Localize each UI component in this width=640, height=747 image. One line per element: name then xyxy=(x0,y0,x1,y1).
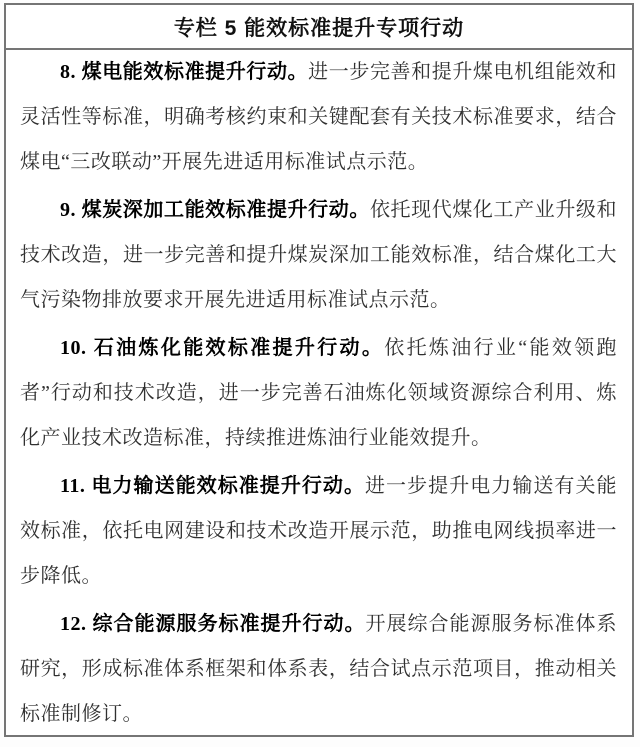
action-item-9 xyxy=(20,188,617,323)
column-box xyxy=(4,3,634,737)
action-item-8 xyxy=(20,50,617,185)
action-item-8-heading: 8. 煤电能效标准提升行动。 xyxy=(60,61,309,83)
action-item-10-heading: 10. 石油炼化能效标准提升行动。 xyxy=(60,337,385,359)
action-item-12-heading: 12. 综合能源服务标准提升行动。 xyxy=(60,613,366,635)
action-item-11 xyxy=(20,464,617,599)
column-box-title: 专栏 5 能效标准提升专项行动 xyxy=(173,16,465,40)
action-item-10-text: 依托炼油行业“能效领跑者”行动和技术改造，进一步完善石油炼化领域资源综合利用、炼化产业技术改造标准，持续推进炼油行业能效提升。 xyxy=(20,337,617,449)
action-item-9-text: 依托现代煤化工产业升级和技术改造，进一步完善和提升煤炭深加工能效标准，结合煤化工大气污染物排放要求开展先进适用标准试点示范。 xyxy=(20,199,618,311)
action-item-11-heading: 11. 电力输送能效标准提升行动。 xyxy=(60,475,366,497)
action-item-9-heading: 9. 煤炭深加工能效标准提升行动。 xyxy=(60,199,370,221)
action-item-12 xyxy=(20,602,617,737)
action-item-10 xyxy=(20,326,617,461)
column-box-header xyxy=(6,5,632,50)
action-item-8-text: 进一步完善和提升煤电机组能效和灵活性等标准，明确考核约束和关键配套有关技术标准要求，结合煤电“三改联动”开展先进适用标准试点示范。 xyxy=(20,61,618,173)
action-item-11-text: 进一步提升电力输送有关能效标准，依托电网建设和技术改造开展示范，助推电网线损率进一步降低。 xyxy=(20,475,617,587)
column-box-body xyxy=(6,50,632,737)
action-item-12-text: 开展综合能源服务标准体系研究，形成标准体系框架和体系表，结合试点示范项目，推动相关标准制修订。 xyxy=(20,613,617,725)
